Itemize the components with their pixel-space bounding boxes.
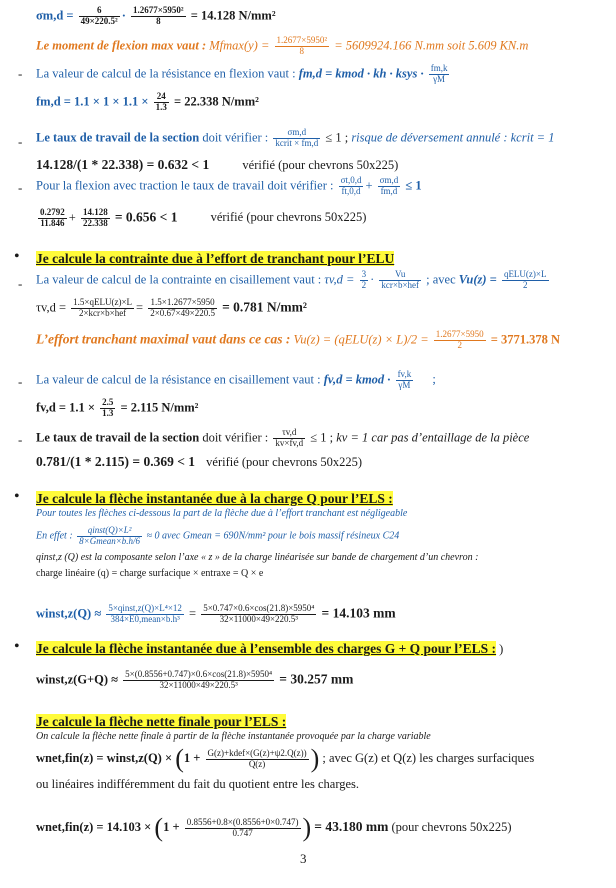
note-charge-lineaire: charge linéaire (q) = charge surfacique × entraxe = Q × e: [36, 568, 264, 579]
page-number: 3: [300, 851, 307, 866]
note-fleche-nette: On calcule la flèche nette finale à partir de la flèche instantanée provoquée par la charge variable: [36, 731, 431, 742]
note-qinst: qinst,z (Q) est la composante selon l’axe « z » de la charge linéarisée sur bande de chargement d’un chevron :: [36, 552, 479, 563]
flexion-traction-line: Pour la flexion avec traction le taux de travail doit vérifier : $\frac{\sigma t,0,d}{ft,0,d}$ + $\frac{\sigma m,d}{fm,d}$ ≤ 1: [36, 175, 422, 196]
winst-q-calc: winst,z(Q) ≈ $\frac{\text{5×qinst,z(Q)×L⁴×12}}{\text{384×E0,mean×b.h³}}$ = $\frac{\text{5×0.747×0.6×cos(21.8)×5950⁴}}{\text{32×11000×49×220.5³}}$ = 14.103 mm: [36, 603, 396, 624]
resistance-cisaillement-line: La valeur de calcul de la résistance en cisaillement vaut : fv,d = kmod · $\frac{fv,k}{\gamma M}$ ;: [36, 369, 436, 390]
note-tranchant: Pour toutes les flèches ci-dessous la part de la flèche due à l’effort tranchant est négligeable: [36, 508, 408, 519]
cisaillement-line: La valeur de calcul de la contrainte en cisaillement vaut : τv,d = $\frac{3}{2}$ · $\frac{Vu}{\text{kcr×b×hef}}$ ; avec Vu(z) = $\frac{\text{qELU(z)×L}}{2}$: [36, 269, 547, 290]
traction-result: $\frac{0.2792}{11.846}$ + $\frac{14.128}{22.338}$ = 0.656 < 1 vérifié (pour chevrons 50x225): [40, 207, 367, 228]
section-heading-fleche-q: Je calcule la flèche instantanée due à la charge Q pour l’ELS :: [36, 491, 393, 506]
taux-result-1: 14.128/(1 * 22.338) = 0.632 < 1 vérifié (pour chevrons 50x225): [36, 157, 399, 172]
resistance-flexion-line: La valeur de calcul de la résistance en flexion vaut : fm,d = kmod · kh · ksys · $\frac{fm,k}{\gamma M}$: [36, 63, 448, 84]
wnet-calc: wnet,fin(z) = 14.103 × (1 + $\frac{0.8556+0.8\times(0.8556+0\times 0.747)}{0.747}$ ) = 43.180 mm (pour chevrons 50x225): [36, 813, 512, 842]
note-en-effet: En effet : $\frac{\text{qinst(Q)×L²}}{\text{8×Gmean×b.h/6}}$ ≈ 0 avec Gmean = 690N/mm² pour le bois massif résineux C24: [36, 525, 400, 546]
fmd-calc: fm,d = 1.1 × 1 × 1.1 × $\frac{24}{1.3}$ = 22.338 N/mm²: [36, 91, 259, 112]
winst-gq-calc: winst,z(G+Q) ≈ $\frac{\text{5×(0.8556+0.747)×0.6×cos(21.8)×5950⁴}}{\text{32×11000×49×220.5³}}$ = 30.257 mm: [36, 669, 354, 690]
taux-cisaillement-line: Le taux de travail de la section doit vérifier : $\frac{\tau v,d}{kv\times fv,d}$ ≤ 1 ; kv = 1 car pas d’entaillage de la pièce: [36, 427, 530, 448]
fvd-calc: fv,d = 1.1 × $\frac{2.5}{1.3}$ = 2.115 N/mm²: [36, 397, 199, 418]
taux-flexion-line: Le taux de travail de la section doit vérifier : $\frac{\sigma m,d}{\text{kcrit × fm,d}}$ ≤ 1 ; risque de déversement annulé : kcrit = 1: [36, 127, 555, 148]
section-heading-fleche-gq: Je calcule la flèche instantanée due à l’ensemble des charges G + Q pour l’ELS : ): [36, 641, 504, 656]
sigma-md-line: σm,d = $\frac{6}{\text{49×220.5²}}$ · $\frac{\text{1.2677×5950²}}{8}$ = 14.128 N/mm²: [36, 5, 276, 26]
wnet-note: ou linéaires indifféremment du fait du quotient entre les charges.: [36, 777, 360, 791]
moment-line: Le moment de flexion max vaut : Mfmax(y) = $\frac{\text{1.2677×5950²}}{8}$ = 5609924.166 N.mm soit 5.609 KN.m: [36, 35, 529, 56]
taux-result-2: 0.781/(1 * 2.115) = 0.369 < 1 vérifié (pour chevrons 50x225): [36, 454, 362, 469]
wnet-formula: wnet,fin(z) = winst,z(Q) × (1 + $\frac{\text{G(z)+kdef×(G(z)+ψ2.Q(z))}}{Q(z)}$ ) ; avec G(z) et Q(z) les charges surfaciques: [36, 744, 535, 773]
tau-calc: τv,d = $\frac{\text{1.5×qELU(z)×L}}{\text{2×kcr×b×hef}}$ = $\frac{1.5\times 1.2677\times 5950}{2\times 0.67\times 49\times 220.5}$ = 0.781 N/mm²: [36, 297, 307, 318]
section-heading-tranchant: Je calcule la contrainte due à l’effort de tranchant pour l’ELU: [36, 251, 395, 266]
section-heading-fleche-nette: Je calcule la flèche nette finale pour l’ELS :: [36, 714, 287, 729]
effort-tranchant-line: L’effort tranchant maximal vaut dans ce cas : Vu(z) = (qELU(z) × L)/2 = $\frac{1.2677\times 5950}{2}$ = 3771.378 N: [36, 329, 561, 350]
